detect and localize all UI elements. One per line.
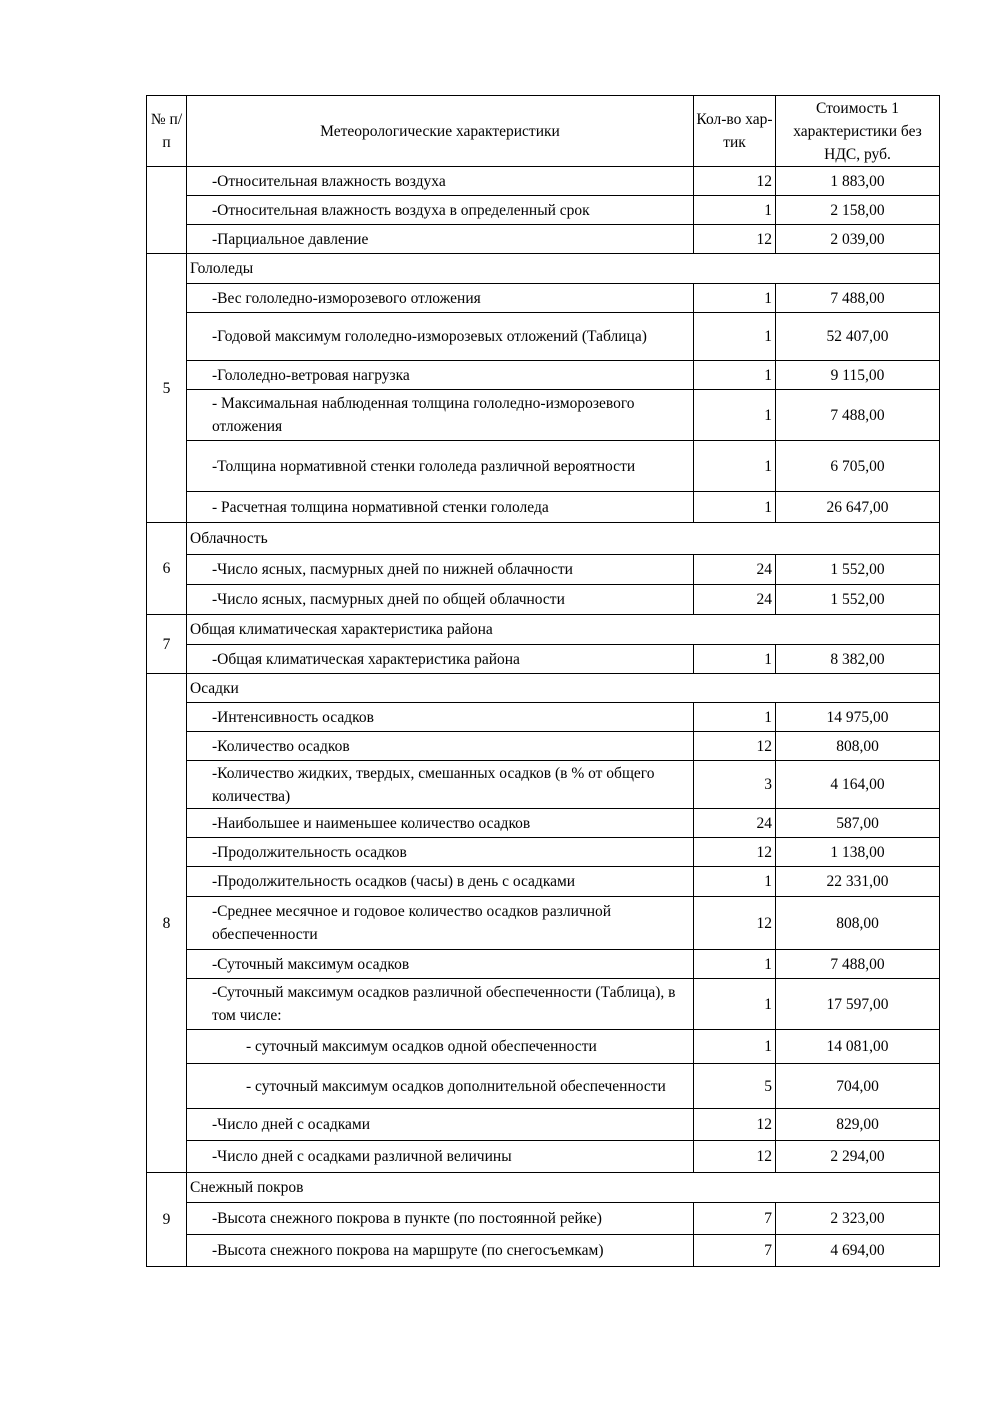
characteristic-cost: 1 883,00 — [776, 167, 940, 196]
section-title-row — [147, 254, 940, 284]
characteristic-name: -Продолжительность осадков — [187, 838, 694, 867]
characteristic-name: -Общая климатическая характеристика района — [187, 645, 694, 674]
characteristic-name: -Суточный максимум осадков — [187, 950, 694, 979]
table-row — [147, 1064, 940, 1109]
characteristic-name: -Число дней с осадками различной величины — [187, 1141, 694, 1173]
characteristic-name: -Годовой максимум гололедно-изморозевых отложений (Таблица) — [187, 313, 694, 361]
header-cost: Стоимость 1 характеристики без НДС, руб. — [776, 96, 940, 167]
characteristic-cost: 808,00 — [776, 897, 940, 950]
characteristic-name: - суточный максимум осадков одной обеспеченности — [187, 1030, 694, 1064]
characteristic-qty: 1 — [694, 361, 776, 390]
section-title-row — [147, 674, 940, 703]
section-title: Снежный покров — [187, 1173, 940, 1203]
characteristic-qty: 7 — [694, 1235, 776, 1267]
header-num: № п/п — [147, 96, 187, 167]
table-row — [147, 225, 940, 254]
characteristic-name: -Число дней с осадками — [187, 1109, 694, 1141]
section-title: Гололеды — [187, 254, 940, 284]
characteristic-cost: 7 488,00 — [776, 390, 940, 441]
table-row — [147, 167, 940, 196]
characteristic-name: -Интенсивность осадков — [187, 703, 694, 732]
table-row — [147, 732, 940, 761]
characteristic-cost: 26 647,00 — [776, 492, 940, 523]
table-row — [147, 950, 940, 979]
table-row — [147, 838, 940, 867]
characteristic-qty: 1 — [694, 950, 776, 979]
characteristic-name: -Относительная влажность воздуха в определенный срок — [187, 196, 694, 225]
characteristic-name: -Высота снежного покрова в пункте (по постоянной рейке) — [187, 1203, 694, 1235]
characteristic-qty: 12 — [694, 225, 776, 254]
characteristic-name: -Относительная влажность воздуха — [187, 167, 694, 196]
table-row — [147, 492, 940, 523]
characteristic-qty: 12 — [694, 1141, 776, 1173]
characteristic-qty: 1 — [694, 284, 776, 313]
characteristic-cost: 2 158,00 — [776, 196, 940, 225]
characteristic-qty: 24 — [694, 585, 776, 615]
characteristic-cost: 2 039,00 — [776, 225, 940, 254]
table-row — [147, 361, 940, 390]
characteristic-name: -Количество осадков — [187, 732, 694, 761]
section-number: 7 — [147, 615, 187, 674]
characteristic-name: -Наибольшее и наименьшее количество осадков — [187, 809, 694, 838]
section-number: 6 — [147, 523, 187, 615]
characteristic-qty: 5 — [694, 1064, 776, 1109]
characteristic-cost: 14 975,00 — [776, 703, 940, 732]
characteristic-qty: 1 — [694, 645, 776, 674]
table-row — [147, 284, 940, 313]
characteristic-name: -Парциальное давление — [187, 225, 694, 254]
section-number: 8 — [147, 674, 187, 1173]
section-title: Осадки — [187, 674, 940, 703]
table-row — [147, 897, 940, 950]
characteristic-qty: 7 — [694, 1203, 776, 1235]
characteristic-cost: 9 115,00 — [776, 361, 940, 390]
characteristic-qty: 1 — [694, 390, 776, 441]
table-row — [147, 1109, 940, 1141]
characteristic-name: -Суточный максимум осадков различной обеспеченности (Таблица), в том числе: — [187, 979, 694, 1030]
characteristic-qty: 12 — [694, 732, 776, 761]
characteristic-qty: 1 — [694, 867, 776, 897]
section-title: Общая климатическая характеристика района — [187, 615, 940, 645]
characteristic-qty: 1 — [694, 441, 776, 492]
table-row — [147, 441, 940, 492]
table-row — [147, 390, 940, 441]
section-title-row — [147, 615, 940, 645]
characteristic-cost: 8 382,00 — [776, 645, 940, 674]
characteristic-cost: 6 705,00 — [776, 441, 940, 492]
header-qty: Кол-во хар-тик — [694, 96, 776, 167]
characteristic-cost: 4 694,00 — [776, 1235, 940, 1267]
characteristic-qty: 1 — [694, 196, 776, 225]
characteristic-cost: 2 323,00 — [776, 1203, 940, 1235]
characteristic-cost: 7 488,00 — [776, 950, 940, 979]
characteristic-cost: 22 331,00 — [776, 867, 940, 897]
table-row — [147, 703, 940, 732]
table-row — [147, 809, 940, 838]
characteristic-cost: 704,00 — [776, 1064, 940, 1109]
characteristic-qty: 1 — [694, 492, 776, 523]
characteristic-qty: 3 — [694, 761, 776, 809]
characteristic-qty: 1 — [694, 979, 776, 1030]
characteristic-name: -Среднее месячное и годовое количество осадков различной обеспеченности — [187, 897, 694, 950]
price-table — [146, 95, 940, 1267]
characteristic-name: -Продолжительность осадков (часы) в день с осадками — [187, 867, 694, 897]
characteristic-qty: 12 — [694, 838, 776, 867]
table-row — [147, 645, 940, 674]
characteristic-cost: 1 138,00 — [776, 838, 940, 867]
characteristic-name: -Вес гололедно-изморозевого отложения — [187, 284, 694, 313]
characteristic-cost: 4 164,00 — [776, 761, 940, 809]
section-number: 9 — [147, 1173, 187, 1267]
characteristic-cost: 7 488,00 — [776, 284, 940, 313]
characteristic-qty: 12 — [694, 1109, 776, 1141]
table-row — [147, 555, 940, 585]
characteristic-cost: 1 552,00 — [776, 555, 940, 585]
characteristic-qty: 1 — [694, 703, 776, 732]
section-number — [147, 167, 187, 254]
characteristic-name: -Число ясных, пасмурных дней по общей облачности — [187, 585, 694, 615]
characteristic-name: - Максимальная наблюденная толщина гололедно-изморозевого отложения — [187, 390, 694, 441]
characteristic-qty: 24 — [694, 809, 776, 838]
characteristic-name: -Толщина нормативной стенки гололеда различной вероятности — [187, 441, 694, 492]
section-title-row — [147, 523, 940, 555]
characteristic-name: - Расчетная толщина нормативной стенки гололеда — [187, 492, 694, 523]
characteristic-name: - суточный максимум осадков дополнительной обеспеченности — [187, 1064, 694, 1109]
section-title: Облачность — [187, 523, 940, 555]
table-row — [147, 1203, 940, 1235]
characteristic-qty: 24 — [694, 555, 776, 585]
characteristic-name: -Количество жидких, твердых, смешанных осадков (в % от общего количества) — [187, 761, 694, 809]
characteristic-qty: 12 — [694, 167, 776, 196]
table-row — [147, 313, 940, 361]
characteristic-cost: 587,00 — [776, 809, 940, 838]
characteristic-qty: 1 — [694, 313, 776, 361]
header-name: Метеорологические характеристики — [187, 96, 694, 167]
table-row — [147, 1030, 940, 1064]
characteristic-qty: 1 — [694, 1030, 776, 1064]
table-body — [147, 167, 940, 1267]
characteristic-cost: 17 597,00 — [776, 979, 940, 1030]
section-number: 5 — [147, 254, 187, 523]
characteristic-cost: 829,00 — [776, 1109, 940, 1141]
characteristic-name: -Высота снежного покрова на маршруте (по снегосъемкам) — [187, 1235, 694, 1267]
table-row — [147, 979, 940, 1030]
table-row — [147, 585, 940, 615]
characteristic-qty: 12 — [694, 897, 776, 950]
table-header-row — [147, 96, 940, 167]
characteristic-name: -Гололедно-ветровая нагрузка — [187, 361, 694, 390]
table-row — [147, 761, 940, 809]
characteristic-cost: 1 552,00 — [776, 585, 940, 615]
table-row — [147, 1235, 940, 1267]
characteristic-cost: 808,00 — [776, 732, 940, 761]
table-row — [147, 867, 940, 897]
section-title-row — [147, 1173, 940, 1203]
characteristic-cost: 52 407,00 — [776, 313, 940, 361]
characteristic-cost: 2 294,00 — [776, 1141, 940, 1173]
characteristic-cost: 14 081,00 — [776, 1030, 940, 1064]
characteristic-name: -Число ясных, пасмурных дней по нижней облачности — [187, 555, 694, 585]
table-row — [147, 196, 940, 225]
table-row — [147, 1141, 940, 1173]
